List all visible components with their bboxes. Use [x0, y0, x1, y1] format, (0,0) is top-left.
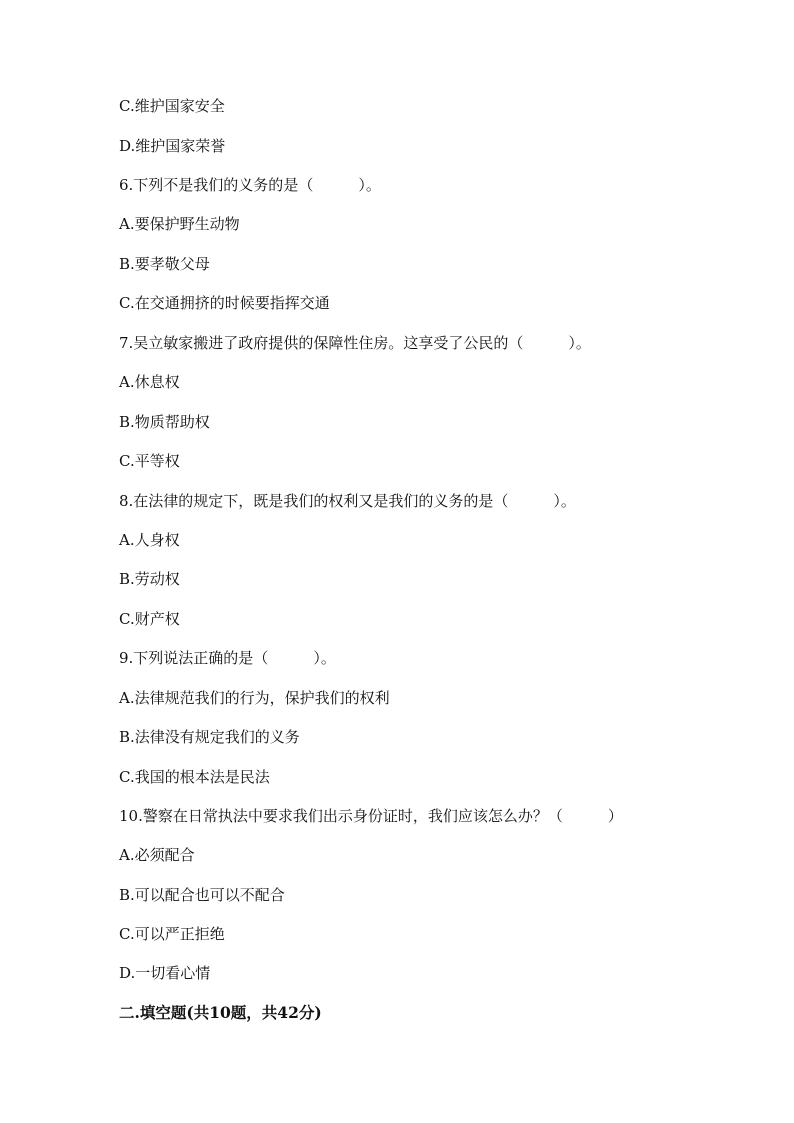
question-6: 6.下列不是我们的义务的是（ ）。	[119, 176, 381, 194]
option-5c: C.维护国家安全	[119, 97, 225, 115]
option-8b: B.劳动权	[119, 570, 180, 588]
section-heading: 二.填空题(共10题，共42分)	[119, 1003, 322, 1022]
option-5d: D.维护国家荣誉	[119, 137, 226, 155]
option-7c: C.平等权	[119, 452, 180, 470]
option-8c: C.财产权	[119, 610, 180, 628]
option-9b: B.法律没有规定我们的义务	[119, 728, 300, 746]
option-6a: A.要保护野生动物	[119, 215, 240, 233]
question-9: 9.下列说法正确的是（ ）。	[119, 649, 336, 667]
option-7a: A.休息权	[119, 373, 180, 391]
question-7: 7.吴立敏家搬进了政府提供的保障性住房。这享受了公民的（ ）。	[119, 334, 591, 352]
option-10a: A.必须配合	[119, 846, 195, 864]
option-7b: B.物质帮助权	[119, 413, 210, 431]
question-10: 10.警察在日常执法中要求我们出示身份证时，我们应该怎么办？（ ）	[119, 807, 623, 825]
option-10c: C.可以严正拒绝	[119, 925, 225, 943]
option-8a: A.人身权	[119, 531, 180, 549]
option-10d: D.一切看心情	[119, 964, 211, 982]
option-10b: B.可以配合也可以不配合	[119, 886, 285, 904]
option-6b: B.要孝敬父母	[119, 255, 210, 273]
option-9a: A.法律规范我们的行为，保护我们的权利	[119, 689, 390, 707]
option-6c: C.在交通拥挤的时候要指挥交通	[119, 294, 330, 312]
option-9c: C.我国的根本法是民法	[119, 768, 270, 786]
question-8: 8.在法律的规定下，既是我们的权利又是我们的义务的是（ ）。	[119, 492, 576, 510]
